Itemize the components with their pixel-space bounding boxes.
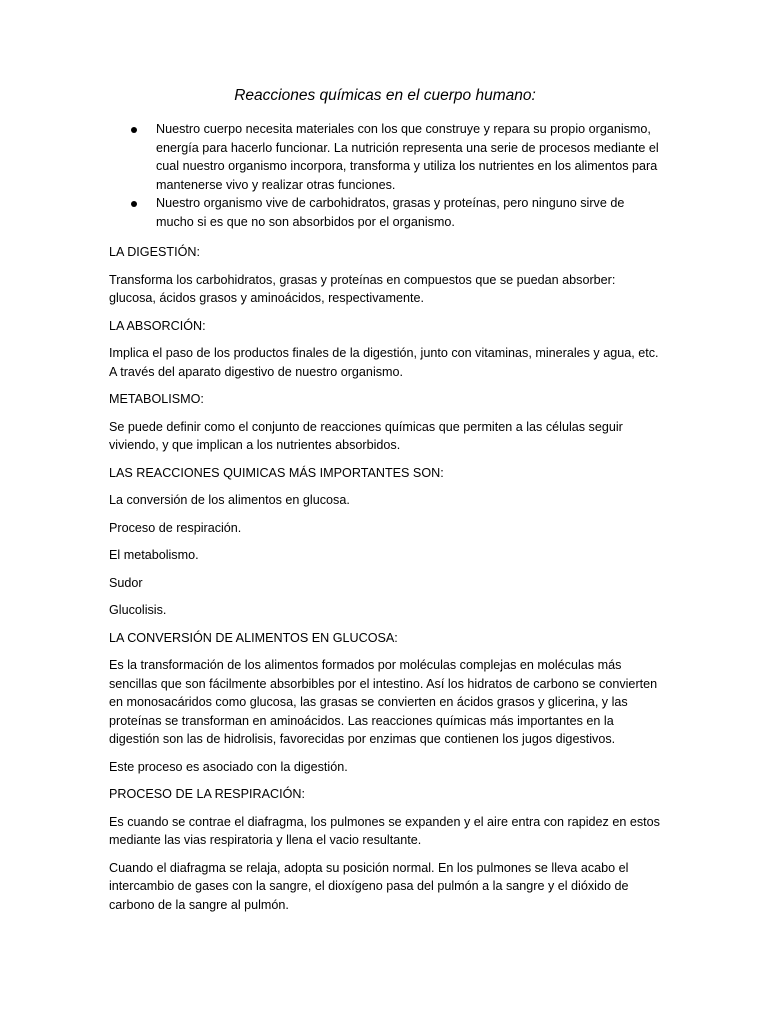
paragraph: Transforma los carbohidratos, grasas y proteínas en compuestos que se puedan absorber: glucosa, ácidos grasos y aminoácidos, respectivamente. [109, 272, 616, 305]
section-heading: PROCESO DE LA RESPIRACIÓN: [109, 787, 305, 801]
bullet-dot-icon [131, 127, 137, 133]
paragraph: Este proceso es asociado con la digestión. [109, 759, 348, 774]
bullet-text: Nuestro cuerpo necesita materiales con los que construye y repara su propio organismo, energía para hacerlo funcionar. La nutrición representa una serie de procesos mediante el cual nuestro organismo incorpora, transforma y utiliza los nutrientes en los alimentos para mantenerse vivo y realizar otras funciones. [156, 122, 659, 192]
bullet-dot-icon [131, 201, 137, 207]
paragraph: Es la transformación de los alimentos formados por moléculas complejas en moléculas más sencillas que son fácilmente absorbibles por el intestino. Así los hidratos de carbono se convierten en monosacáridos como glucosa, las grasas se convierten en ácidos grasos y glicerina, y las proteínas se transforman en aminoácidos. Las reacciones químicas más importantes en la digestión son las de hidrolisis, favorecidas por enzimas que contienen los jugos digestivos. [109, 658, 658, 746]
page-title: Reacciones químicas en el cuerpo humano: [234, 87, 536, 104]
section-heading: LA DIGESTIÓN: [109, 245, 200, 259]
paragraph: Implica el paso de los productos finales de la digestión, junto con vitaminas, minerales y agua, etc. A través del aparato digestivo de nuestro organismo. [109, 346, 659, 379]
bullet-text: Nuestro organismo vive de carbohidratos, grasas y proteínas, pero ninguno sirve de mucho si es que no son absorbidos por el organismo. [156, 196, 625, 229]
paragraph: Se puede definir como el conjunto de reacciones químicas que permiten a las células seguir viviendo, y que implican a los nutrientes absorbidos. [109, 419, 623, 452]
paragraph: Sudor [109, 575, 143, 590]
paragraph: Cuando el diafragma se relaja, adopta su posición normal. En los pulmones se lleva acabo el intercambio de gases con la sangre, el dioxígeno pasa del pulmón a la sangre y el dióxido de carbono de la sangre al pulmón. [109, 860, 629, 912]
bullet-item [109, 194, 661, 231]
paragraph: La conversión de los alimentos en glucosa. [109, 493, 350, 507]
document-body [109, 243, 661, 914]
bullet-item [109, 120, 661, 194]
document-page [109, 86, 661, 923]
section-heading: LAS REACCIONES QUIMICAS MÁS IMPORTANTES SON: [109, 465, 444, 480]
section-heading: LA CONVERSIÓN DE ALIMENTOS EN GLUCOSA: [109, 630, 398, 645]
section-heading: METABOLISMO: [109, 392, 204, 406]
section-heading: LA ABSORCIÓN: [109, 318, 206, 333]
bullet-list [109, 120, 661, 231]
paragraph: Glucolisis. [109, 603, 167, 617]
paragraph: El metabolismo. [109, 548, 199, 562]
paragraph: Es cuando se contrae el diafragma, los pulmones se expanden y el aire entra con rapidez en estos mediante las vias respiratoria y llena el vacio resultante. [109, 814, 660, 847]
paragraph: Proceso de respiración. [109, 520, 242, 535]
